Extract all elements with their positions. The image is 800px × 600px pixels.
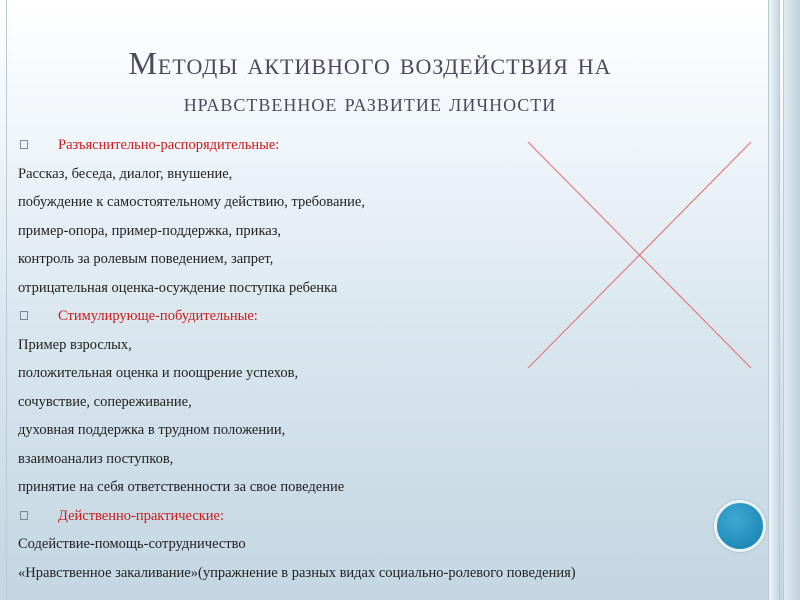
list-item: Содействие-помощь-сотрудничество (18, 536, 246, 552)
list-item: контроль за ролевым поведением, запрет, (18, 251, 274, 267)
section-heading (18, 502, 638, 531)
list-item: пример-опора, пример-поддержка, приказ, (18, 222, 282, 239)
decorative-side-bar-outer (784, 0, 800, 600)
list-item: «Нравственное закаливание»(упражнение в разных видах социально-ролевого поведения) (18, 564, 576, 581)
section-heading-text: Стимулирующе-побудительные: (58, 308, 258, 324)
decorative-side-bar (768, 0, 780, 600)
list-item: отрицательная оценка-осуждение поступка ребенка (18, 279, 338, 296)
square-bullet-icon (20, 511, 28, 520)
list-item: принятие на себя ответственности за свое поведение (18, 479, 345, 495)
list-item: взаимоанализ поступков, (18, 450, 174, 467)
list-item: положительная оценка и поощрение успехов, (18, 365, 299, 381)
list-item: Рассказ, беседа, диалог, внушение, (18, 165, 233, 182)
slide-title (0, 44, 740, 122)
blue-circle-icon (714, 500, 766, 552)
list-item: побуждение к самостоятельному действию, требование, (18, 194, 365, 210)
list-item: Пример взрослых, (18, 336, 132, 353)
title-line-1: Методы активного воздействия на (128, 45, 612, 81)
square-bullet-icon (20, 311, 28, 320)
square-bullet-icon (20, 140, 28, 149)
list-item: сочувствие, сопереживание, (18, 393, 192, 410)
image-placeholder-cross-icon (527, 141, 752, 369)
section-heading-text: Действенно-практические: (58, 507, 225, 524)
title-line-2: нравственное развитие личности (183, 90, 557, 117)
section-heading-text: Разъяснительно-распорядительные: (58, 137, 280, 153)
list-item: духовная поддержка в трудном положении, (18, 422, 286, 438)
